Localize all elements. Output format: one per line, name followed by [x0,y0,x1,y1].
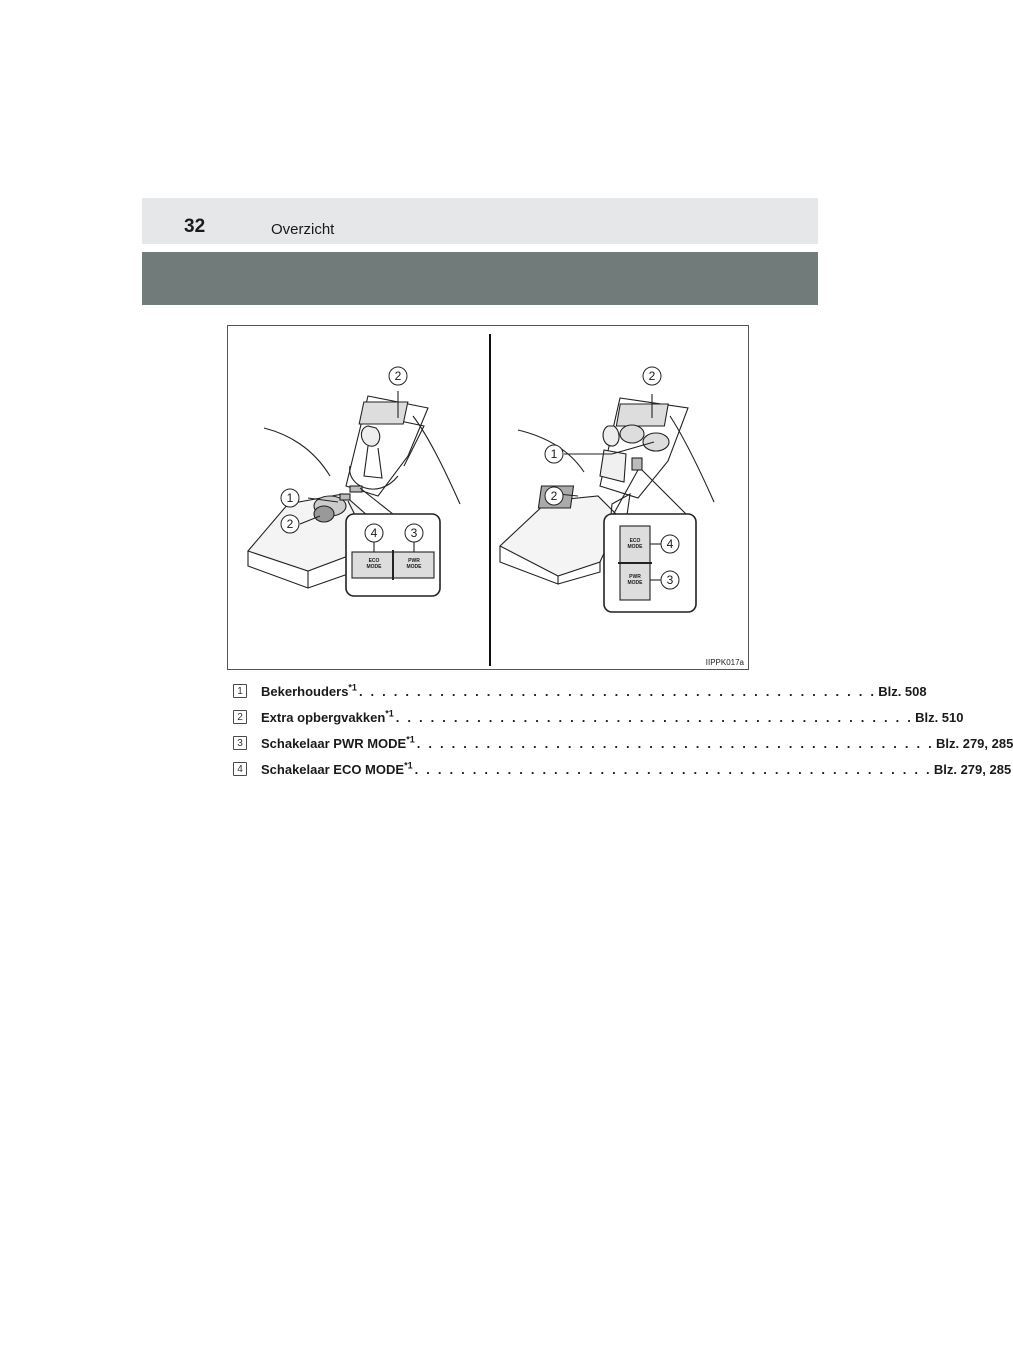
item-label: Schakelaar PWR MODE$^{*1}$ [261,734,415,751]
section-title: Overzicht [271,221,335,238]
item-label: Bekerhouders$^{*1}$ [261,682,357,699]
callout-3-left: 3 [410,526,418,540]
pwr-switch-label-left: PWR MODE [406,558,422,570]
item-footnote-mark: *1 [348,682,357,693]
item-label: Schakelaar ECO MODE$^{*1}$ [261,760,413,777]
item-label: Extra opbergvakken$^{*1}$ [261,708,394,725]
console-drawing [228,326,750,671]
figure-code: IIPPK017a [705,658,744,667]
item-list [233,678,1013,782]
callout-4-right: 4 [666,537,674,551]
item-number-box: 3 [233,736,247,750]
page-number: 32 [184,216,206,237]
item-dot-leader: . . . . . . . . . . . . . . . . . . . . . . . . . . . . . . . . . . . . . . . . . . . . . [416,735,934,751]
item-footnote-mark: *1 [385,708,394,719]
callout-2-top-left: 2 [394,369,402,383]
item-page-ref[interactable]: Blz. 510 [915,709,964,725]
item-number-box: 1 [233,684,247,698]
item-number-box: 2 [233,710,247,724]
callout-1-right: 1 [550,447,558,461]
item-page-ref[interactable]: Blz. 508 [878,683,927,699]
item-number-box: 4 [233,762,247,776]
console-illustration [227,325,749,670]
item-page-ref[interactable]: Blz. 279, 285 [936,735,1013,751]
eco-switch-label-right: ECO MODE [627,538,643,550]
callout-2-left: 2 [286,517,294,531]
item-dot-leader: . . . . . . . . . . . . . . . . . . . . . . . . . . . . . . . . . . . . . . . . . . . . . [395,709,914,725]
item-page-ref[interactable]: Blz. 279, 285 [933,761,1012,777]
item-footnote-mark: *1 [406,734,415,745]
list-item [233,678,927,704]
item-dot-leader: . . . . . . . . . . . . . . . . . . . . . . . . . . . . . . . . . . . . . . . . . . . . . [358,683,877,699]
eco-switch-label-left: ECO MODE [366,558,382,570]
callout-2-right: 2 [550,489,558,503]
callout-3-right: 3 [666,573,674,587]
item-dot-leader: . . . . . . . . . . . . . . . . . . . . . . . . . . . . . . . . . . . . . . . . . . . . . [414,761,932,777]
title-bar [142,252,818,305]
callout-2-top-right: 2 [648,369,656,383]
automatic-console-drawing [500,394,714,612]
list-item [233,730,1013,756]
list-item [233,756,1012,782]
item-footnote-mark: *1 [404,760,413,771]
list-item [233,704,964,730]
callout-1-left: 1 [286,491,294,505]
header-bar [142,198,818,244]
callout-4-left: 4 [370,526,378,540]
pwr-switch-label-right: PWR MODE [627,574,643,586]
